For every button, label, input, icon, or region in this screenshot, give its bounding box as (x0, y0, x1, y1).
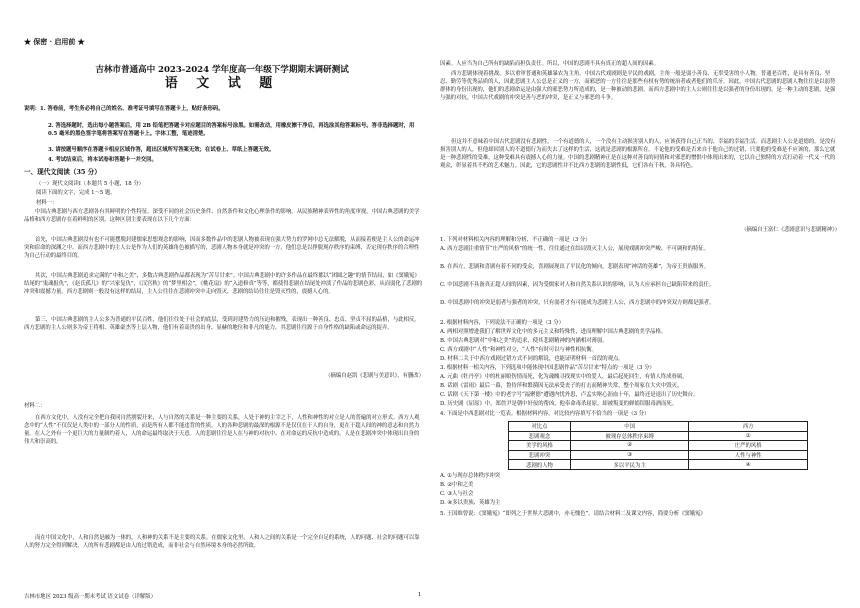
material-1-para-4: 第三，中国古典悲剧的主人公多为普通的平民百姓，他们往往处于社会的底层，受到封建势力的压迫和摧残，表现出一种善良、忠贞、坚贞不屈的品格，与此相反，西方悲剧的主人公则多为帝王将相、英雄豪杰等上层人物，他们有着高贵的出身、显赫的地位和非凡的能力，其悲剧往往源于自身性格的缺陷或命运的捉弄。 (24, 317, 420, 332)
question-1-option-c: C. 中国悲剧不具备真正超人间的因素，因为受儒家对人和自然关系认识的影响，认为人应承担自己缺陷带来的责任。 (440, 282, 715, 288)
question-1-option-d: D. 中国悲剧中的冲突是弱者与强者的冲突，只有弱者才有可能成为悲剧主人公，西方悲剧中的冲突双方则都是强者。 (440, 300, 715, 306)
question-1-stem: 1. 下列对材料相关内容的理解和分析，不正确的一项是（3 分） (440, 237, 591, 243)
question-4-option-b: B. ②中和之美 (440, 482, 474, 488)
material-2-para-2: 而在中国文化中，人和自然是融为一体的，人和神的关系不是主要的关系。在儒家文化里，人和人之间的关系是一个完全自足的系统，人的问题、社会的问题可以靠人的努力完全得到解决，人的所有悲剧都是由人的过错造成，而非社会与自然环境本身的必然所致。 (24, 535, 420, 550)
table-header-cell: 中国 (570, 422, 689, 432)
exam-title: 吉林市普通高中 2023-2024 学年度高一年级下学期期末调研测试 (95, 65, 349, 75)
subsection-heading: （一）现代文阅读Ⅰ（本题共 5 小题，18 分） (36, 181, 145, 187)
material-2-continuation: 因素。人应当为自己所有的缺陷而担负责任。所以，中国的悲剧不具有真正的超人间的因素。 (440, 61, 659, 67)
table-row (509, 450, 808, 460)
table-row (509, 460, 808, 470)
table-header-cell: 对比点 (509, 422, 571, 432)
material-2-para-3: 西方悲剧体现着挑战，多以重审普通和英雄暴农为主角，中国古代戏剧则是平民的戏剧，主角一般是弱小善良、无辜受害的小人物。普通老百姓，是具有善良、坚忍、勤劳等优秀品质的人，因此悲剧主人公总是正义的一方，而邪恶的一方往往是那些有权有势的统治者或者他们的爪牙。因此，中国古代悲剧的悲剧人物往往是以弱势群体的身份出现的，他们的悲剧命运是由强大的邪恶势力所造成的，是一种被动的悲剧。而西方悲剧中的主人公则往往是以强者的身份出现的，是一种主动的悲剧，是强与强的对抗。中国古代戏剧的冲突是善与恶的冲突，是正义与邪恶的斗争。 (440, 71, 836, 102)
question-2-stem: 2. 根据材料内容，下列说法不正确的一项是（3 分） (440, 320, 564, 326)
table-cell: 人性与神性 (689, 450, 808, 460)
question-4-option-a: A. ①与现存总体秩序冲突 (440, 473, 501, 479)
question-4-stem: 4. 下面是中西悲剧对比一览表。根据材料内容，对比较内容填写不恰当的一项是（3 分） (440, 411, 650, 417)
table-cell: 美学的风格 (509, 441, 571, 451)
material-1-para-1: 中国古典悲剧与西方悲剧各有其鲜明的个性特征，深受不同的社会历史条件、自然条件和文化心理条件的影响。从民族精神表界性的角度审视，中国古典悲剧的美学品格和西方悲剧存在着鲜明的区别。这种区别主要表现在以下几个方面： (24, 209, 420, 224)
material-2-para-4: 但这并不意味着中国古代悲剧没有悲剧性。一个有道德的人，一个没有主动损害别人的人，应该获得自己正当的、幸福的幸福生活。而悲剧主人公是道德的，是没有损害别人的人，但他却因别人的不道德行为而失去了这样的生活，这就是悲剧的根源所在。不论他的受难是否来自于他自己的过错，只要他的受难是不应该的，那么它就是一种悲剧性的受难，这种受难具有震撼人心的力量。中国的悲剧精神正是在这种对善良的同情和对邪恶的憎恨中体现出来的，它以自己独特的方式打动着一代又一代的观众，彰显着其不朽的艺术魅力。因此，它的悲剧性并不比西方悲剧的悲剧性低，它们各有千秋，各具特色。 (440, 139, 836, 170)
material-2-para-1: 在西方文化中，人没有完全把自我同自然割裂开来，人与自然的关系是一种主要的关系，人处于神的主宰之下，人性和神性的对立是人的普遍的对立形式。西方人观念中的“人性”不仅仅是人类中的一部分人的性质，而是所有人都不能违背的性质。人的各种悲剧的最深的根源不是仅仅在于人的自身，更在于超人间的神的意志和自然力量。在人之外有一个更巨大的力量制约着人，人的命运最终取决于天意。人的悲剧往往是人在与神的对抗中、在对命运的反抗中造成的，人是在悲剧冲突中体现出自身的伟大和崇高的。 (24, 415, 420, 446)
question-2-option-a: A. 两相对照增进我们了解世界文化中的多元主义和特殊性，进而理解中国古典悲剧的美学品格。 (440, 329, 667, 335)
question-1-option-a: A. 西方悲剧注重情节“庄严的风格”的统一性，往往通过在结局毁灭主人公，展现戏剧冲突严峻、不可调和的特征。 (440, 246, 709, 252)
table-cell: 被现存总体秩序束缚 (570, 431, 689, 441)
table-cell: 庄严的风格 (689, 441, 808, 451)
table-cell: ④ (689, 460, 808, 470)
reading-intro: 阅读下面的文字，完成 1～5 题。 (36, 190, 116, 196)
question-4-option-d: D. ④多以贵族、英雄为主 (440, 500, 501, 506)
material-1-source: （摘编自赵凯《悲剧与美意识》，有删改） (325, 373, 424, 379)
question-4-option-c: C. ③人与社会 (440, 491, 474, 497)
question-1-option-b: B. 在西方，悲剧和喜剧有着不同的受众，喜剧展现出了平民化的倾向，悲剧表现“神话的英雄”，为帝王贵族服务。 (440, 264, 710, 270)
question-5-stem: 5. 王国维曾说：《窦娥冤》“即列之于世界大悲剧中，亦无愧色”。请结合材料二及课文内容，简要分析《窦娥冤》 (440, 511, 706, 517)
subject-title: 语 文 试 题 (164, 76, 280, 91)
table-cell: ① (689, 431, 808, 441)
question-3-option-d: D. 历史剧《屈原》中，郑詹尹是朝中奸佞的帮凶，他奉命毒杀屈原，却被叛变的婵娟误服毒酒而死。 (440, 401, 678, 407)
material-1-para-3: 其次，中国古典悲剧追求完满的“中和之美”，多数古典悲剧作品都表现为“苦尽甘来”。中国古典悲剧中的许多作品在最终都以“团圆之趣”的情节结局，如《窦娥冤》结尾的“鬼魂报仇”，《赵氏孤儿》的“兴家复仇”，《汉宫秋》的“梦里相会”，《桃花扇》的“入道修真”等等，都使得悲剧在结尾处冲淡了作品的悲剧色彩，从而弱化了悲剧的冲突和震撼力量。西方悲剧则一般没有这样的结局，主人公往往在悲剧冲突中走向毁灭，悲剧的结局往往是毁灭性的、震撼人心的。 (24, 273, 423, 296)
material-1-para-2: 首先，中国古典悲剧没有也不可能摆脱封建儒家思想观念的影响，因而多数作品中的悲剧人物被表现在强大势力的罗网中总无法解脱，从而接着便是主人公的命运冲突和宿命的深渊之中。而西方悲剧中的主人公是作为人们的英雄角色被描写的，悲剧人物本身就是冲突的一方，他们总是以挣脱现存秩序的束缚、否定现存秩序的合理性为自己行动的最终目的。 (24, 237, 420, 260)
confidential-mark: ★ 保密 · 启用前 ★ (24, 37, 85, 46)
question-2-option-d: D. 材料二关于中西方戏剧过错方式不同的解说，也能证明材料一首段的观点。 (440, 356, 624, 362)
instruction-3: 3. 请按题号顺序在答题卡相应区域作答，超出区域所写答案无效；在试卷上、草纸上答题无效。 (48, 147, 275, 153)
table-header-row (509, 422, 808, 432)
right-column (432, 0, 860, 608)
table-cell: ③ (570, 450, 689, 460)
table-cell: 悲剧冲突 (509, 450, 571, 460)
material-2-source: （摘编自王富仁《悲剧意识与悲剧精神》） (741, 227, 840, 233)
footer-text: 吉林市地区 2023 级高一期末考试 语文试卷（详解版） (24, 594, 157, 600)
table-row (509, 441, 808, 451)
table-cell: 悲剧的人物 (509, 460, 571, 470)
section-heading: 一、现代文阅读（35 分） (24, 168, 101, 176)
comparison-table (508, 421, 808, 470)
question-2-option-b: B. 中国古典悲剧对“中和之美”的追求，使其悲剧精神的内涵相对薄弱。 (440, 338, 608, 344)
question-2-option-c: C. 西方戏剧中“人性”和神性对立，“人性”有时可以与神性相抗衡。 (440, 347, 597, 353)
instruction-4: 4. 考试结束后，将本试卷和答题卡一并交回。 (48, 157, 157, 163)
question-3-stem: 3. 根据材料一相关内容，下列选项中能体现中国悲剧作品“苦尽甘来”特点的一项是（3 分） (440, 365, 655, 371)
page-number: 1 (418, 592, 422, 598)
question-3-option-c: C. 话剧《天下第一楼》中的老字号“福聚德”遭遇内忧外患，卢孟实呕心沥血十年，最终还是退出了历史舞台。 (440, 392, 699, 398)
table-cell: 多以平民为主 (570, 460, 689, 470)
instruction-2: 2. 答选择题时，选出每小题答案后，用 2B 铅笔把答题卡对应题目的答案标号涂黑。如需改动，用橡皮擦干净后，再选涂其他答案标号。答非选择题时，用 0.5 毫米的黑色签字笔将答案写在答题卡上。字体工整，笔迹清楚。 (48, 123, 415, 138)
table-cell: 悲剧观念 (509, 431, 571, 441)
table-header-cell: 西方 (689, 422, 808, 432)
material-2-label: 材料二： (24, 403, 46, 409)
table-row (509, 431, 808, 441)
question-3-option-b: B. 话剧《雷雨》最后一幕，鲁侍萍和繁漪因无法承受丧子的打击而精神失常，整个周家在大火中毁灭。 (440, 383, 683, 389)
instruction-1: 说明：1. 答卷前，考生务必将自己的姓名、准考证号填写在答题卡上，贴好条形码。 (24, 106, 224, 112)
question-3-option-a: A. 元曲《牡丹亭》中的杜丽娘伤情而死，化为魂魄寻找现实中的爱人，最后起死回生，有情人终成眷属。 (440, 374, 688, 380)
material-1-label: 材料一： (36, 200, 58, 206)
table-cell: ② (570, 441, 689, 451)
